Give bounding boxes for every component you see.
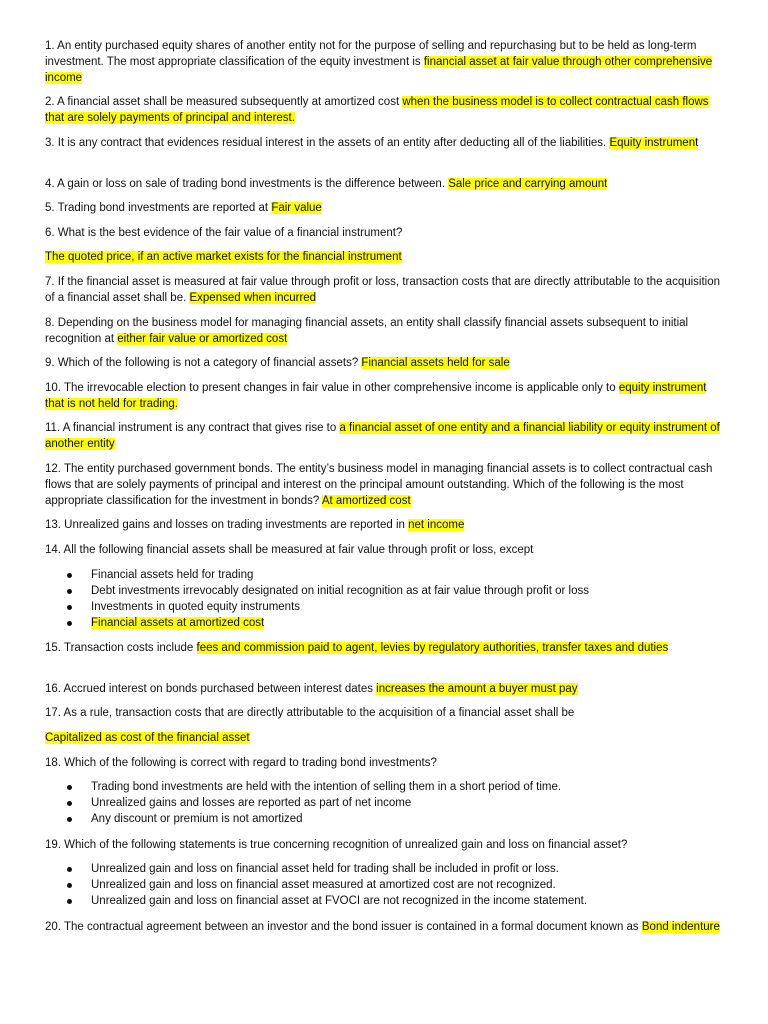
options-list-18 [60, 779, 720, 827]
question-6 [45, 225, 725, 241]
list-item [60, 779, 720, 795]
option-text: Any discount or premium is not amortized [91, 813, 303, 825]
list-item [60, 861, 720, 877]
answer-highlight: At amortized cost [321, 495, 411, 507]
list-item [60, 877, 720, 893]
question-text: 20. The contractual agreement between an investor and the bond issuer is contained in a formal document known as [45, 921, 642, 933]
question-text: 10. The irrevocable election to present changes in fair value in other comprehensive income is applicable only to [45, 382, 619, 394]
options-list-19 [60, 861, 720, 909]
question-3 [45, 135, 725, 151]
question-20 [45, 919, 725, 935]
question-8 [45, 315, 725, 347]
question-text: 13. Unrealized gains and losses on trading investments are reported in [45, 519, 409, 531]
answer-highlight: Sale price and carrying amount [448, 178, 608, 190]
answer-6 [45, 249, 725, 265]
answer-highlight: either fair value or amortized cost [117, 333, 288, 345]
option-text: Debt investments irrevocably designated on initial recognition as at fair value through profit or loss [91, 585, 589, 597]
question-5 [45, 200, 725, 216]
question-17 [45, 705, 725, 721]
question-11 [45, 420, 725, 452]
option-text: Trading bond investments are held with the intention of selling them in a short period of time. [91, 781, 562, 793]
question-9 [45, 355, 725, 371]
question-15 [45, 640, 725, 656]
answer-highlight: Financial assets held for sale [361, 357, 510, 369]
question-text: 5. Trading bond investments are reported at [45, 202, 272, 214]
option-text: Financial assets held for trading [91, 569, 254, 581]
question-text: 17. As a rule, transaction costs that are directly attributable to the acquisition of a financial asset shall be [45, 707, 575, 719]
list-item [60, 893, 720, 909]
option-text: Unrealized gain and loss on financial asset held for trading shall be included in profit or loss. [91, 863, 559, 875]
list-item [60, 599, 720, 615]
question-text: 9. Which of the following is not a category of financial assets? [45, 357, 362, 369]
answer-highlight: Bond indenture [641, 921, 720, 933]
question-text: 16. Accrued interest on bonds purchased between interest dates [45, 683, 377, 695]
question-text: 19. Which of the following statements is true concerning recognition of unrealized gain and loss on financial asset? [45, 839, 628, 851]
answer-highlight: financial asset at fair value through other comprehensive income [45, 56, 713, 84]
question-text: 18. Which of the following is correct with regard to trading bond investments? [45, 757, 437, 769]
question-2 [45, 94, 725, 126]
question-1 [45, 38, 725, 86]
list-item [60, 615, 720, 631]
question-18 [45, 755, 725, 771]
answer-highlight: when the business model is to collect contractual cash flows that are solely payments of principal and interest. [45, 96, 709, 124]
question-text: 15. Transaction costs include [45, 642, 197, 654]
answer-highlight: Fair value [271, 202, 322, 214]
question-19 [45, 837, 725, 853]
answer-highlight: fees and commission paid to agent, levies by regulatory authorities, transfer taxes and duties [196, 642, 669, 654]
question-text: 2. A financial asset shall be measured subsequently at amortized cost [45, 96, 403, 108]
answer-highlight: The quoted price, if an active market exists for the financial instrument [45, 251, 402, 263]
list-item [60, 811, 720, 827]
question-text: 6. What is the best evidence of the fair value of a financial instrument? [45, 227, 403, 239]
answer-highlight: equity instrument that is not held for trading. [45, 382, 707, 410]
question-text: 11. A financial instrument is any contract that gives rise to [45, 422, 340, 434]
question-12 [45, 461, 725, 509]
option-text: Unrealized gain and loss on financial asset at FVOCI are not recognized in the income statement. [91, 895, 588, 907]
question-14 [45, 542, 725, 558]
question-text: 7. If the financial asset is measured at fair value through profit or loss, transaction costs that are directly attributable to the acquisition of a financial asset shall be. [45, 276, 721, 304]
answer-highlight: Capitalized as cost of the financial asset [45, 732, 250, 744]
question-text: 1. An entity purchased equity shares of another entity not for the purpose of selling and repurchasing but to be held as long-term investment. The most appropriate classification of the equity investment is [45, 40, 697, 68]
answer-17 [45, 730, 725, 746]
question-text: 12. The entity purchased government bonds. The entity’s business model in managing financial assets is to collect contractual cash flows that are solely payments of principal and interest on the principal amount outstanding. Which of the following is the most appropriate classification for the investment in bonds? [45, 463, 713, 507]
list-item [60, 583, 720, 599]
question-text: 14. All the following financial assets shall be measured at fair value through profit or loss, except [45, 544, 534, 556]
answer-highlight: net income [408, 519, 465, 531]
answer-highlight: Equity instrument [609, 137, 699, 149]
option-text: Unrealized gains and losses are reported as part of net income [91, 797, 412, 809]
list-item [60, 567, 720, 583]
question-16 [45, 681, 725, 697]
question-13 [45, 517, 725, 533]
option-text: Investments in quoted equity instruments [91, 601, 301, 613]
question-text: 4. A gain or loss on sale of trading bond investments is the difference between. [45, 178, 449, 190]
question-text: 3. It is any contract that evidences residual interest in the assets of an entity after deducting all of the liabilities. [45, 137, 610, 149]
list-item [60, 795, 720, 811]
question-7 [45, 274, 725, 306]
question-4 [45, 176, 725, 192]
question-text: 8. Depending on the business model for managing financial assets, an entity shall classify financial assets subsequent to initial recognition at [45, 317, 689, 345]
option-text: Unrealized gain and loss on financial asset measured at amortized cost are not recognized. [91, 879, 556, 891]
question-10 [45, 380, 725, 412]
answer-highlight: increases the amount a buyer must pay [376, 683, 578, 695]
options-list-14 [60, 567, 720, 631]
answer-highlight: a financial asset of one entity and a financial liability or equity instrument of another entity [45, 422, 720, 450]
answer-highlight: Expensed when incurred [189, 292, 317, 304]
answer-highlight: Financial assets at amortized cost [91, 617, 265, 629]
